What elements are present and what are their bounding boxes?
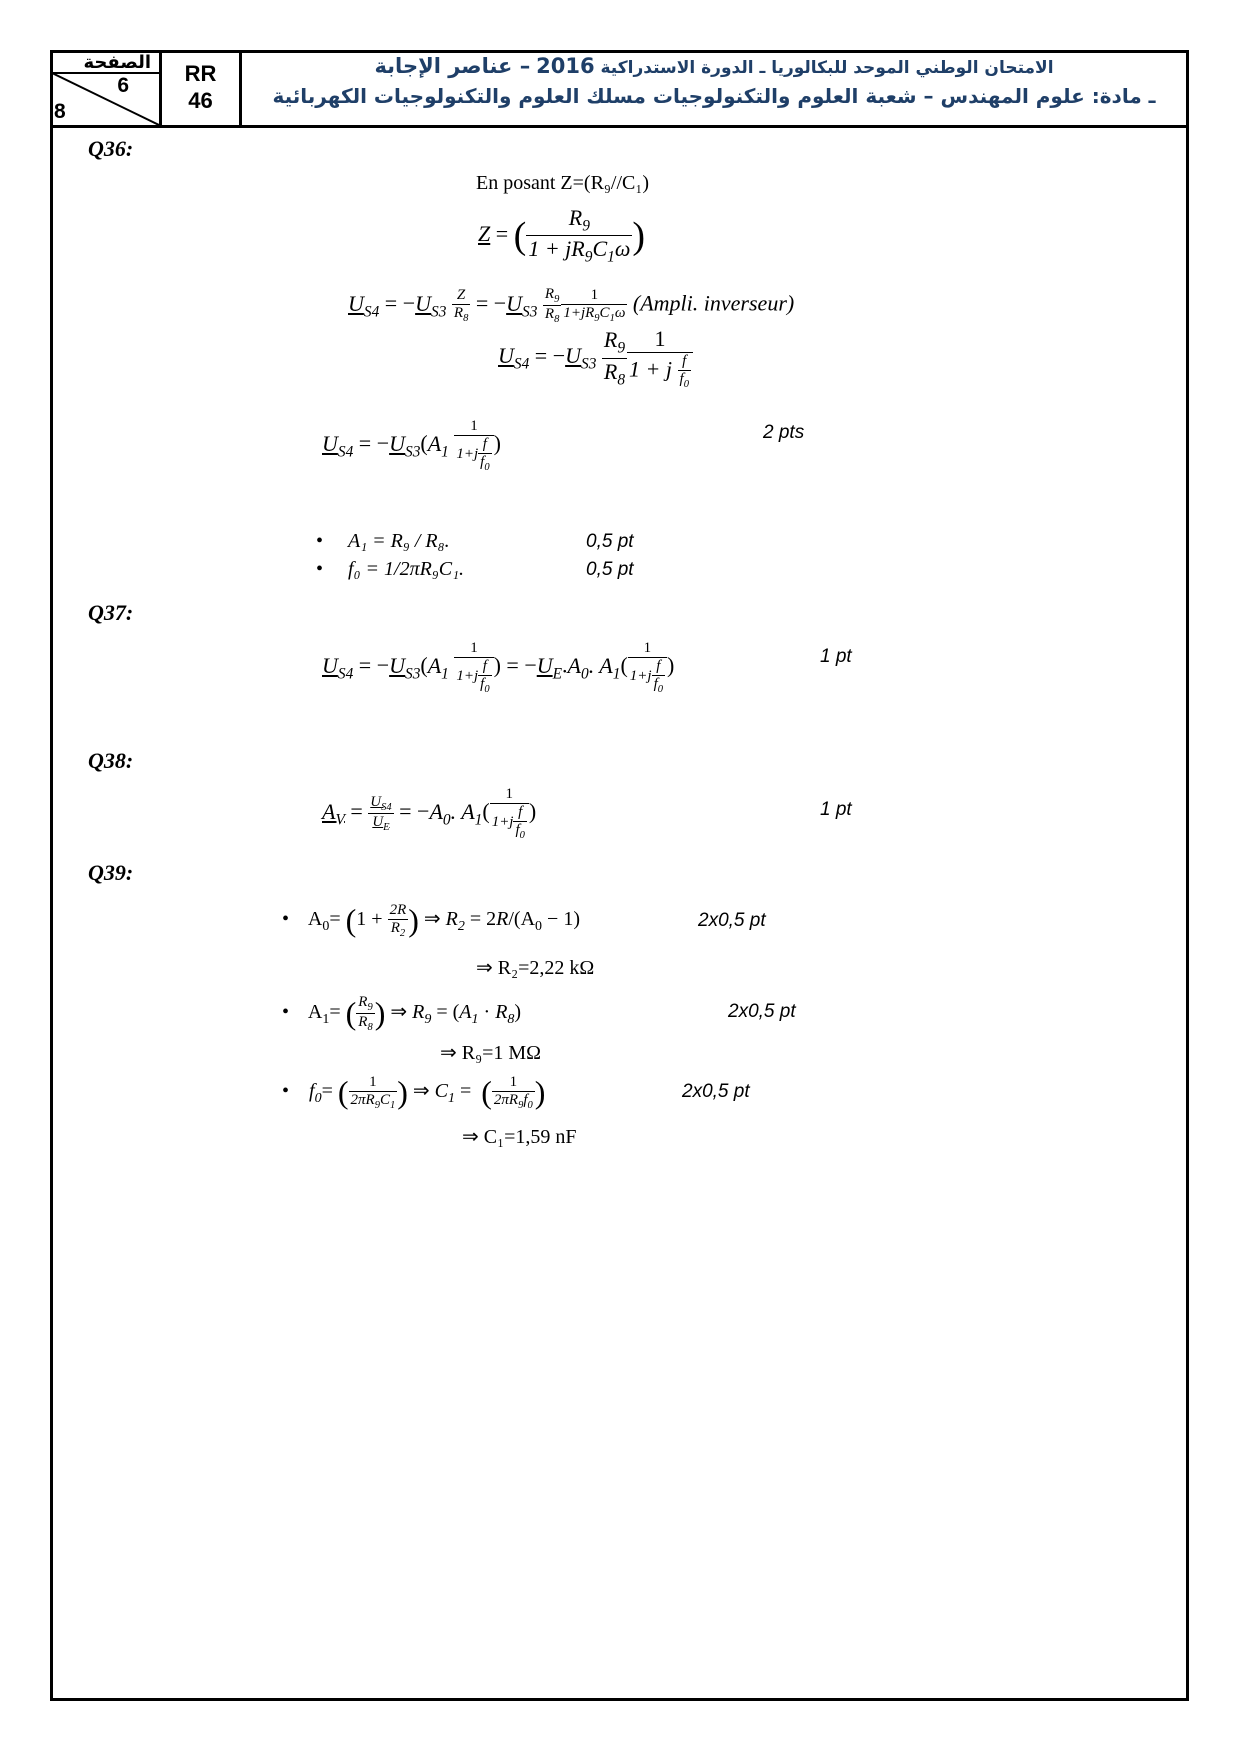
page-number: 6 xyxy=(117,74,129,97)
q37-eq: $U_{S4} = -U_{S3}(A_1$ 1 1+j $\frac{f}{f_0}$ ) = $-U_E.A_0$. $A_1$( 1 1+j $\frac{f}{f_0}$ ) xyxy=(322,640,675,695)
q36-bullet-2: • f₀ = 1/2πR₉C₁. xyxy=(316,558,465,580)
page-label: الصفحة xyxy=(83,52,151,73)
q37-points: 1 pt xyxy=(820,646,852,667)
diagonal-line xyxy=(50,72,159,125)
q36-points: 2 pts xyxy=(763,422,805,443)
header-line-1-text: الامتحان الوطني الموحد للبكالوريا ـ الدورة الاستدراكية xyxy=(600,58,1054,78)
header-line-1-tail: – عناصر الإجابة xyxy=(374,54,531,78)
header-title xyxy=(242,50,1186,125)
q39-eq-r2: • $A_0= (1$ + $\frac{2R}{R_2}$ ) ⇒ $R_2 = 2R/(A_0 - 1)$ xyxy=(282,902,580,939)
q36-eq-us4-a: $U_{S4} = -U_{S3}$ $\frac{Z}{R_8}$ = $-U_{S3}$ $\frac{R_9}{R_8}$ $\frac{1}{1+jR_9C_1\omega}$ (Ampli. inverseur) xyxy=(348,286,795,325)
exam-code-cell xyxy=(162,50,242,125)
exam-code-bottom: 46 xyxy=(188,88,213,113)
q36-eq-us4-c: $U_{S4} = -U_{S3}(A_1$ 1 1+j $\frac{f}{f_0}$ ) xyxy=(322,418,501,473)
q39-r9-result: ⇒ R₉=1 MΩ xyxy=(440,1042,541,1064)
page-total: 8 xyxy=(54,100,66,123)
q36-bullet-1: • A₁ = R₉ / R₈. xyxy=(316,530,450,552)
question-label-q37: Q37: xyxy=(88,600,134,625)
q39-eq-r9: • $A_1=$ ( $\frac{R_9}{R_8}$ ) ⇒ $R_9 = (A_1 \cdot R_8)$ xyxy=(282,994,522,1033)
q36-eq-us4-b: $U_{S4} = -U_{S3}$ $\frac{R_9}{R_8}$ 1 1 + j $\frac{f}{f_0}$ xyxy=(498,326,693,390)
page-number-cell xyxy=(50,50,162,125)
q36-note: (Ampli. inverseur) xyxy=(632,290,795,316)
q36-bullet-1-points: 0,5 pt xyxy=(586,531,634,552)
q39-eq-c1: • $f_0=$ ( $\frac{1}{2\pi R_9C_1}$ ) ⇒ $C_1$ = ( $\frac{1}{2\pi R_9f_0}$ ) xyxy=(282,1074,546,1111)
header-line-2: ـ مادة: علوم المهندس – شعبة العلوم والتكنولوجيات مسلك العلوم والتكنولوجيات الكهربائية xyxy=(272,84,1156,108)
question-label-q39: Q39: xyxy=(88,860,134,885)
q38-points: 1 pt xyxy=(820,799,852,820)
question-label-q38: Q38: xyxy=(88,748,134,773)
question-label-q36: Q36: xyxy=(88,136,134,161)
q36-eq-z: Z = ( $\frac{R_9}{1 + jR_9C_1\omega}$ ) xyxy=(478,205,646,266)
q39-r2-points: 2x0,5 pt xyxy=(698,910,766,931)
q39-c1-result: ⇒ C₁=1,59 nF xyxy=(462,1126,577,1148)
header xyxy=(50,50,1189,128)
q39-c1-points: 2x0,5 pt xyxy=(682,1081,750,1102)
q39-r2-result: ⇒ R₂=2,22 kΩ xyxy=(476,957,595,979)
q38-eq: $A_V$ = $\frac{U_{S4}}{U_E}$ = $-A_0$. $A_1$( 1 1+j $\frac{f}{f_0}$ ) xyxy=(322,786,537,841)
q36-bullet-2-points: 0,5 pt xyxy=(586,559,634,580)
q36-bullet-2-text: f₀ = 1/2πR₉C₁. xyxy=(348,558,465,580)
header-line-1 xyxy=(242,54,1186,78)
q36-intro: En posant Z=(R₉//C₁) xyxy=(476,172,649,194)
q36-bullet-1-text: A₁ = R₉ / R₈. xyxy=(348,530,450,552)
header-year: 2016 xyxy=(536,54,595,78)
exam-code-top: RR xyxy=(184,61,217,86)
q39-r9-points: 2x0,5 pt xyxy=(728,1001,796,1022)
